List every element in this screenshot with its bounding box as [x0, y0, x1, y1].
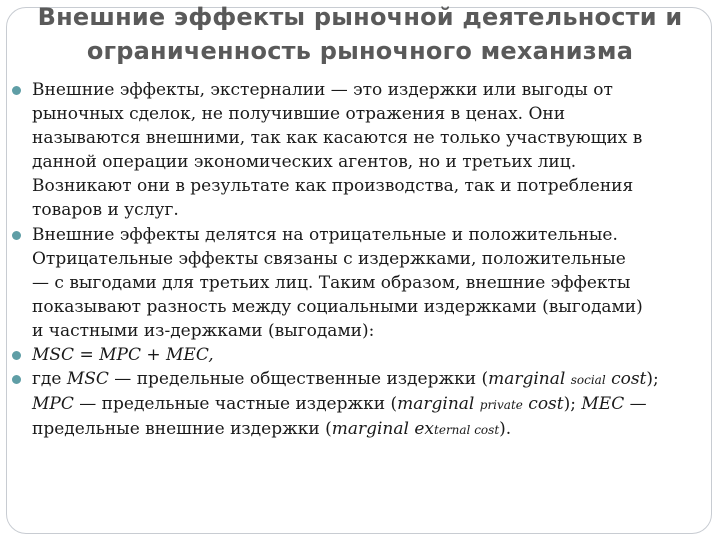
text-line: называются внешними, так как касаются не только участвующих в	[32, 128, 643, 149]
text-line: Отрицательные эффекты связаны с издержками, положительные	[32, 248, 626, 269]
text-run: — предельные общественные издержки (	[108, 369, 489, 390]
bullet-marker-icon	[12, 375, 21, 384]
bullet-formula	[10, 343, 712, 367]
text-line: и частными из-держками (выгодами):	[32, 320, 375, 341]
text-line: рыночных сделок, не получившие отражения в ценах. Они	[32, 104, 566, 125]
text-line: товаров и услуг.	[32, 200, 179, 221]
text-line: данной операции экономических агентов, но и третьих лиц.	[32, 152, 577, 173]
term-marginal: marginal	[488, 369, 571, 390]
formula-text: MSC = MPC + MEC,	[32, 345, 214, 366]
bullet-marker-icon	[12, 86, 21, 95]
bullet-classification	[10, 223, 712, 343]
abbr-mec: MEC	[581, 394, 625, 415]
abbr-msc: MSC	[66, 369, 109, 390]
term-cost: cost	[528, 394, 564, 415]
bullet-list	[10, 78, 712, 442]
bullet-marker-icon	[12, 351, 21, 360]
text-run: );	[646, 369, 659, 390]
text-line: Возникают они в результате как производства, так и потребления	[32, 176, 634, 197]
term-private: private	[479, 398, 523, 413]
text-line: — с выгодами для третьих лиц. Таким образом, внешние эффекты	[32, 272, 631, 293]
term-external-cost: ternal cost	[434, 423, 500, 438]
term-social: social	[570, 373, 606, 388]
text-run: ).	[499, 419, 512, 440]
text-line: показывают разность между социальными издержками (выгодами)	[32, 296, 643, 317]
term-marginal: marginal	[331, 419, 415, 440]
text-line: Внешние эффекты делятся на отрицательные и положительные.	[32, 224, 618, 245]
abbr-mpc: MPC	[32, 394, 74, 415]
title-line-1: Внешние эффекты рыночной деятельности и	[37, 3, 683, 31]
term-cost: cost	[611, 369, 647, 390]
term-marginal: marginal	[397, 394, 480, 415]
text-run: —	[624, 394, 647, 415]
text-run: где	[32, 369, 67, 390]
text-run: — предельные частные издержки (	[73, 394, 398, 415]
text-line: Внешние эффекты, экстерналии — это издержки или выгоды от	[32, 80, 613, 100]
text-line	[32, 367, 712, 392]
slide-title	[0, 0, 720, 68]
text-run: предельные внешние издержки (	[32, 419, 332, 440]
bullet-definition	[10, 78, 712, 223]
text-run: );	[563, 394, 582, 415]
bullet-legend	[10, 367, 712, 442]
text-line	[32, 417, 712, 442]
bullet-marker-icon	[12, 231, 21, 240]
term-ex: ex	[414, 419, 435, 440]
title-line-2: ограниченность рыночного механизма	[86, 37, 634, 65]
text-line	[32, 392, 712, 417]
